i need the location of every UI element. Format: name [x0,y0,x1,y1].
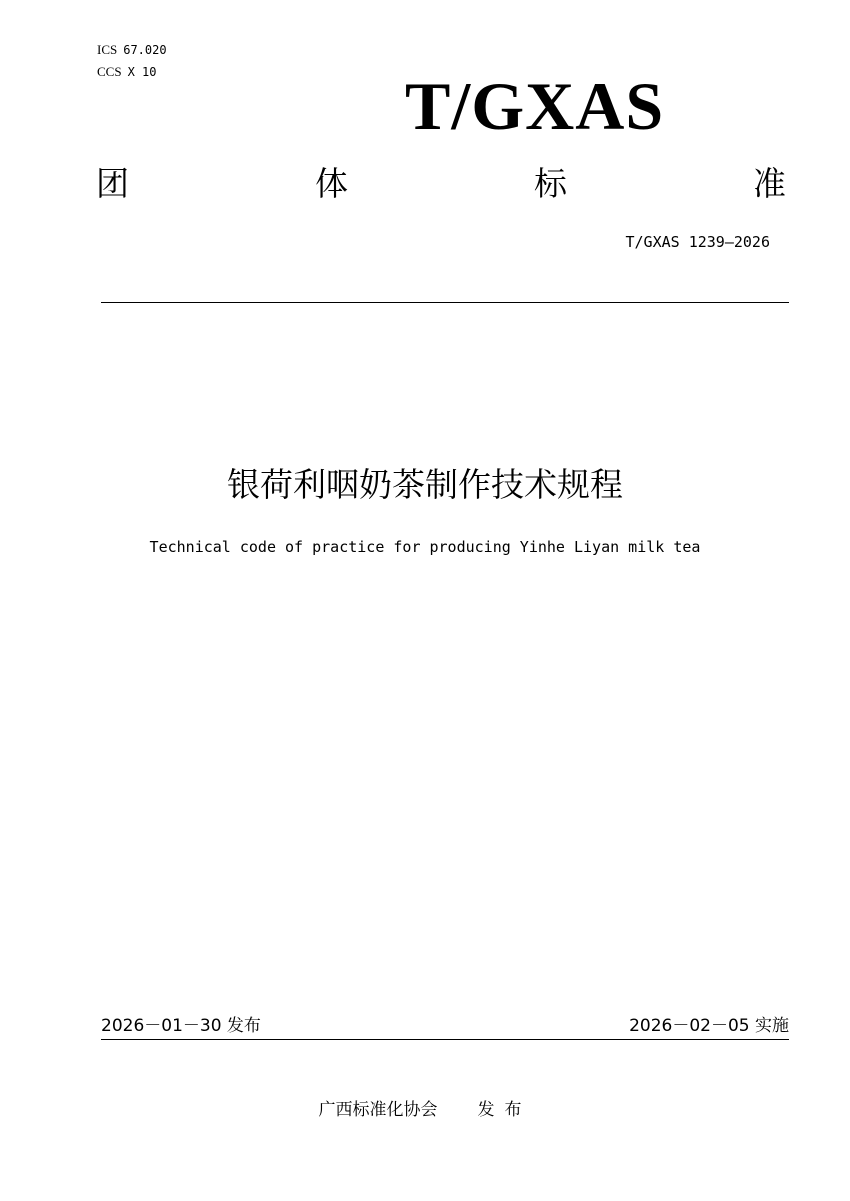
standard-type-char: 体 [315,164,348,203]
title-chinese: 银荷利咽奶茶制作技术规程 [227,465,623,504]
standard-type-char: 标 [534,164,567,203]
issuer-organization: 广西标准化协会 [318,1100,438,1120]
ics-code [97,40,167,60]
ccs-code [97,62,156,82]
standard-type-char: 准 [753,164,786,203]
bottom-divider [101,1039,789,1040]
standard-number: T/GXAS 1239—2026 [625,233,770,251]
title-english: Technical code of practice for producing Yinhe Liyan milk tea [149,538,701,556]
ics-label: ICS [97,42,118,57]
implement-date: 2026－02－05 实施 [629,1016,789,1036]
ics-value: 67.020 [123,43,167,57]
brand-logo-text: T/GXAS [405,68,665,144]
issuer-line [0,1098,850,1122]
standard-type-char: 团 [96,164,129,203]
standard-type-heading [96,162,786,206]
top-divider [101,302,789,303]
ccs-label: CCS [97,64,122,79]
issuer-action: 发布 [477,1100,532,1120]
publish-date: 2026－01－30 发布 [101,1016,261,1036]
ccs-value: X 10 [127,65,157,79]
